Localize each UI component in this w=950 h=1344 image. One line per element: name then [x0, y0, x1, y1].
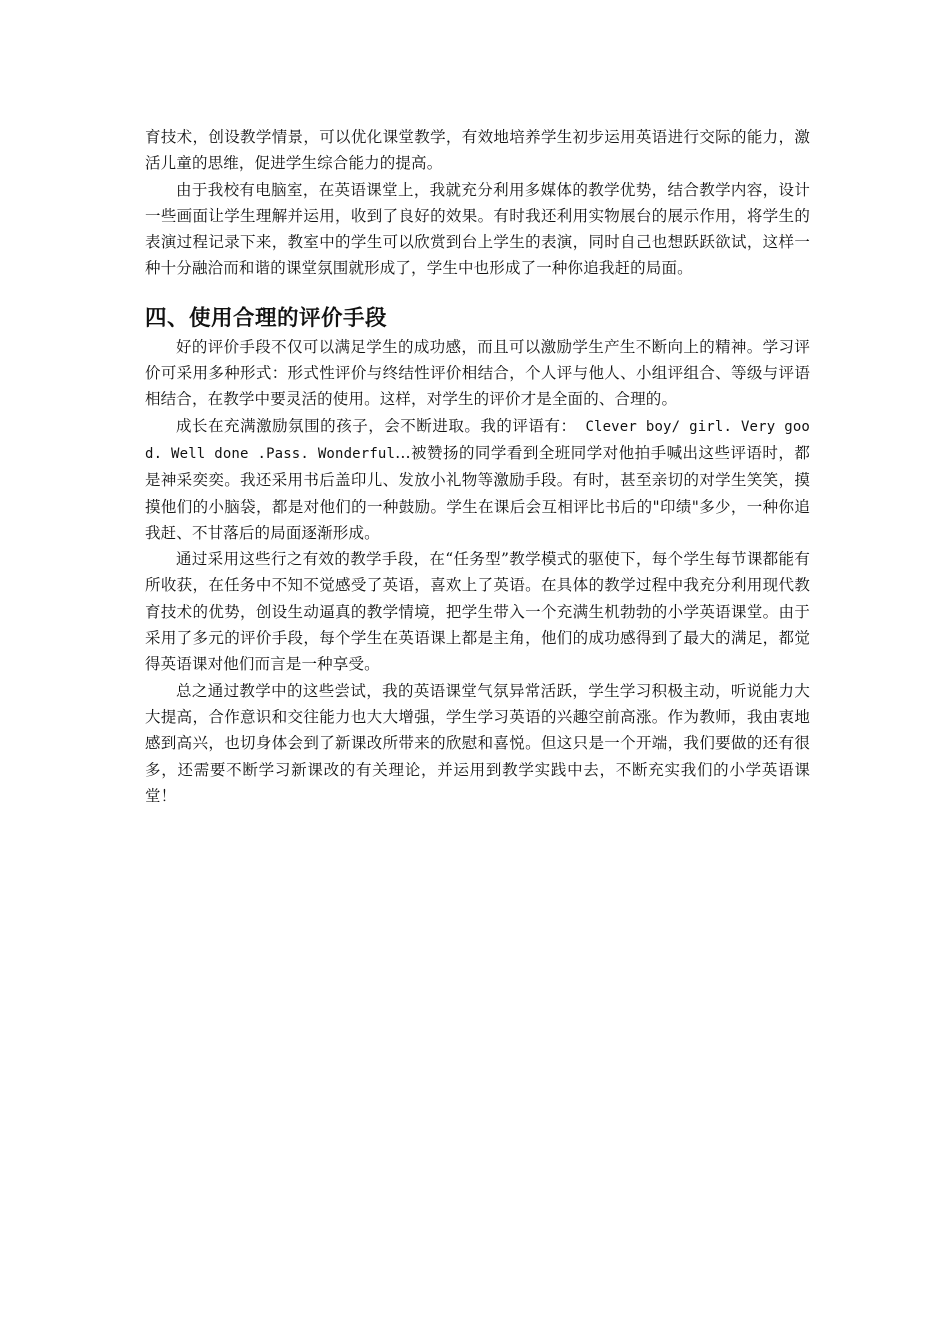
paragraph-task-based: 通过采用这些行之有效的教学手段，在“任务型”教学模式的驱使下，每个学生每节课都能有所收获，在任务中不知不觉感受了英语，喜欢上了英语。在具体的教学过程中我充分利用现代教育技术的优势，创设生动逼真的教学情境，把学生带入一个充满生机勃勃的小学英语课堂。由于采用了多元的评价手段，每个学生在英语课上都是主角，他们的成功感得到了最大的满足，都觉得英语课对他们而言是一种享受。	[145, 550, 810, 674]
paragraph-conclusion: 总之通过教学中的这些尝试，我的英语课堂气氛异常活跃，学生学习积极主动，听说能力大大提高，合作意识和交往能力也大大增强，学生学习英语的兴趣空前高涨。作为教师，我由衷地感到高兴，也切身体会到了新课改所带来的欣慰和喜悦。但这只是一个开端，我们要做的还有很多，还需要不断学习新课改的有关理论，并运用到教学实践中去，不断充实我们的小学英语课堂！	[145, 681, 810, 805]
praise-intro: 成长在充满激励氛围的孩子，会不断进取。我的评语有：	[176, 416, 577, 435]
praise-english-phrases: Clever boy/ girl. Very good. Well done .Pass. Wonderful	[145, 418, 810, 462]
document-page	[145, 124, 810, 809]
paragraph-multimedia: 由于我校有电脑室，在英语课堂上，我就充分利用多媒体的教学优势，结合教学内容，设计一些画面让学生理解并运用，收到了良好的效果。有时我还利用实物展台的展示作用，将学生的表演过程记录下来，教室中的学生可以欣赏到台上学生的表演，同时自己也想跃跃欲试，这样一种十分融洽而和谐的课堂氛围就形成了，学生中也形成了一种你追我赶的局面。	[145, 180, 810, 278]
paragraph-praise	[145, 413, 810, 546]
paragraph-evaluation: 好的评价手段不仅可以满足学生的成功感，而且可以激励学生产生不断向上的精神。学习评价可采用多种形式：形式性评价与终结性评价相结合，个人评与他人、小组评组合、等级与评语相结合，在教学中要灵活的使用。这样，对学生的评价才是全面的、合理的。	[145, 337, 810, 409]
section-heading: 四、使用合理的评价手段	[145, 305, 388, 331]
praise-outcome: …被赞扬的同学看到全班同学对他拍手喊出这些评语时，都是神采奕奕。我还采用书后盖印儿、发放小礼物等激励手段。有时，甚至亲切的对学生笑笑，摸摸他们的小脑袋，都是对他们的一种鼓励。学生在课后会互相评比书后的"印绩"多少，一种你追我赶、不甘落后的局面逐渐形成。	[145, 443, 810, 542]
paragraph-continuation: 育技术，创设教学情景，可以优化课堂教学，有效地培养学生初步运用英语进行交际的能力，激活儿童的思维，促进学生综合能力的提高。	[145, 128, 810, 173]
